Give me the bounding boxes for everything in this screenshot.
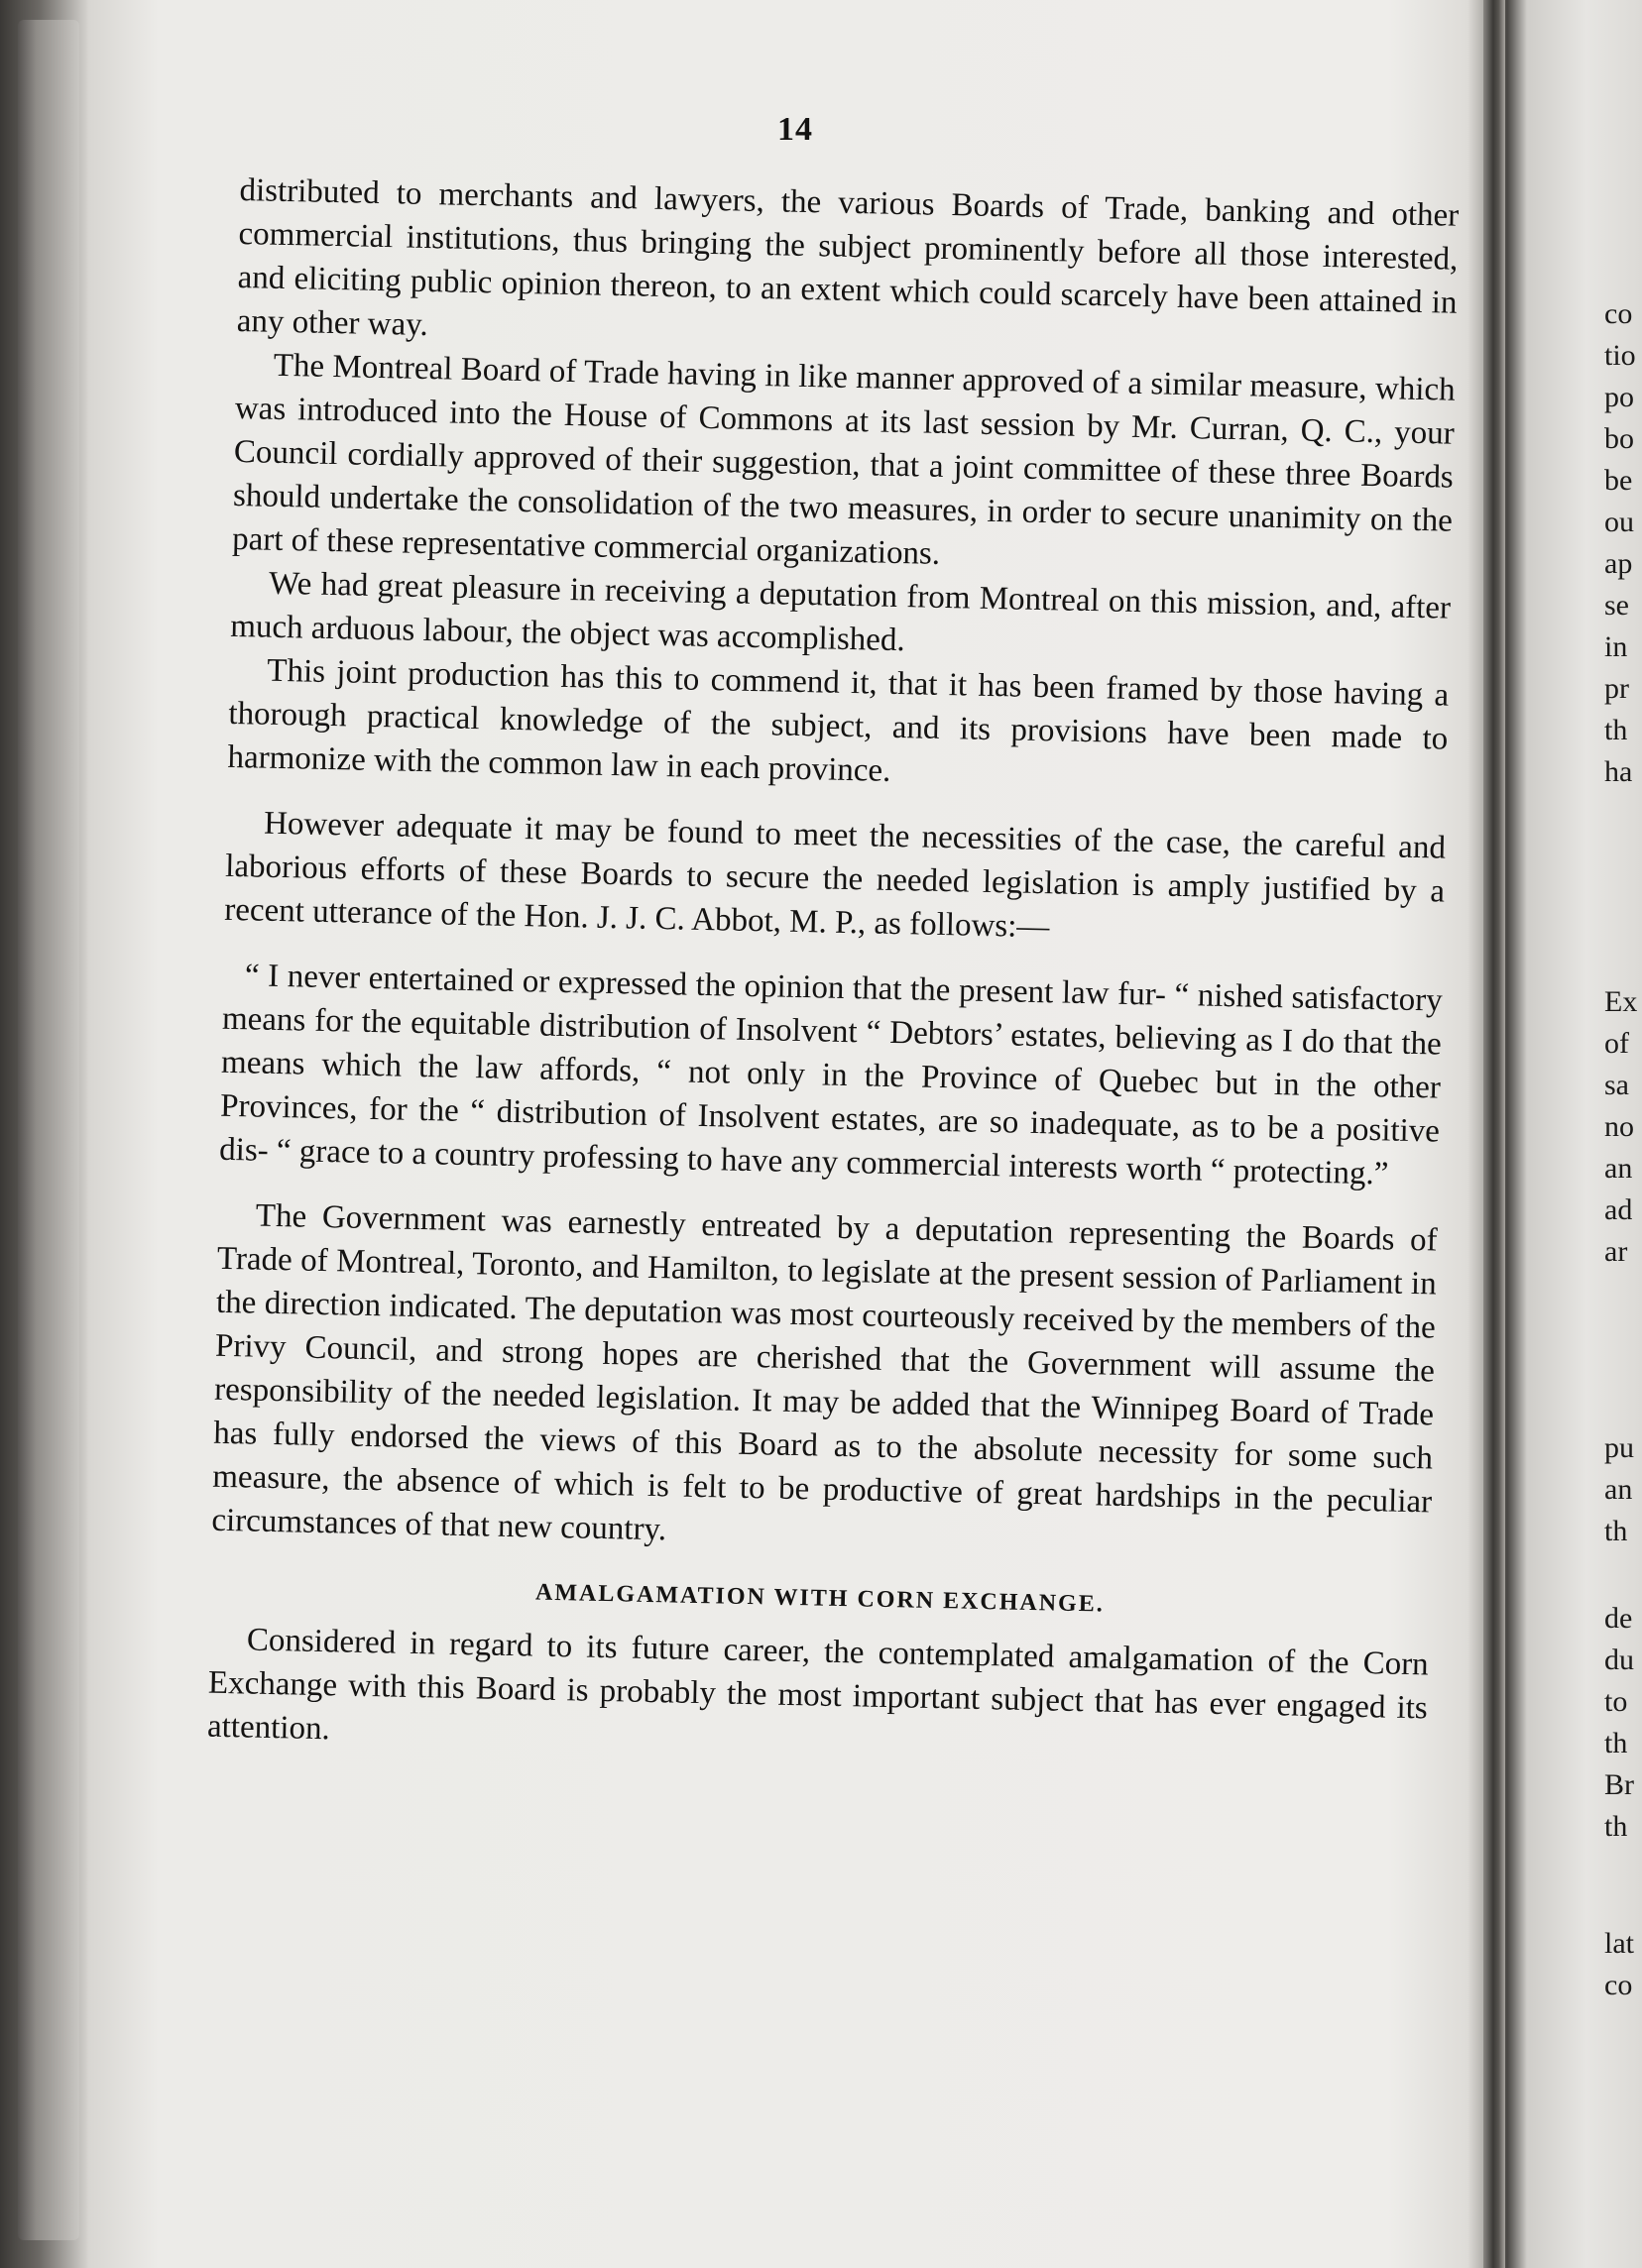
facing-text: an [1604,1152,1633,1185]
facing-text: to [1604,1685,1628,1718]
section-heading: AMALGAMATION WITH CORN EXCHANGE. [534,1579,1106,1618]
facing-text: de [1604,1602,1633,1635]
facing-text: th [1604,1515,1628,1547]
paragraph: We had great pleasure in receiving a deputation from Montreal on this mission, and, after much arduous labour, the object was accomplished. [229,565,1452,659]
page-number: 14 [777,111,813,148]
paragraph: However adequate it may be found to meet the necessities of the case, the careful and laborious efforts of these Boards to secure the needed legislation is amply justified by a recent utterance of the Hon. J. J. C. Abbot, M. P., as follows:— [223,805,1447,946]
facing-text: ap [1604,547,1633,580]
paragraph: distributed to merchants and lawyers, the various Boards of Trade, banking and other commercial institutions, thus bringing the subject prominently before all those interested, and eliciting public opinion thereon, to an extent which could scarcely have been attained in any other way. [236,171,1460,344]
facing-text: sa [1604,1069,1629,1101]
facing-text: tio [1604,339,1636,372]
book-gutter [1483,0,1505,2268]
facing-text: ha [1604,755,1633,788]
facing-text: th [1604,714,1628,746]
paragraph: The Government was earnestly entreated by a deputation representing the Boards of Trade of Montreal, Toronto, and Hamilton, to legislate at the present session of Parliament in the direction indicated. The deputation was most courteously received by the members of the Privy Council, and strong hopes are cherished that the Government will assume the responsibility of the needed legislation. It may be added that the Winnipeg Board of Trade has fully endorsed the views of this Board as to the absolute necessity for some such measure, the absence of which is felt to be productive of great hardships in the peculiar circumstances of that new country. [211,1197,1438,1548]
section-paragraph: Considered in regard to its future career, the contemplated amalgamation of the Corn Exchange with this Board is probably the most important subject that has ever engaged its attention. [206,1622,1430,1748]
facing-text: co [1604,1969,1633,2001]
facing-text: po [1604,381,1634,413]
facing-text: pr [1604,672,1629,705]
facing-text: an [1604,1473,1633,1506]
facing-text: Br [1604,1768,1634,1801]
paragraph: The Montreal Board of Trade having in like manner approved of a similar measure, which was introduced into the House of Commons at its last session by Mr. Curran, Q. C., your Council cordially approved of their suggestion, that a joint committee of these three Boards should undertake the consolidation of the two measures, in order to secure unanimity on the part of these representative commercial organizations. [231,347,1456,572]
page-edges-left [18,20,79,2240]
facing-text: lat [1604,1927,1634,1960]
facing-text: no [1604,1110,1634,1143]
facing-text: ar [1604,1235,1628,1268]
facing-text: in [1604,630,1628,663]
left-page [91,0,1479,2268]
paragraph: This joint production has this to commend it, that it has been framed by those having a thorough practical knowledge of the subject, and its provisions have been made to harmonize with the common law in each province. [227,652,1450,789]
facing-text: se [1604,589,1629,622]
facing-text: th [1604,1727,1628,1759]
facing-text: bo [1604,422,1634,455]
facing-text: du [1604,1644,1634,1676]
facing-text: th [1604,1810,1628,1843]
body-text [207,169,1460,1773]
facing-page-fragment [1604,0,1642,2268]
facing-text: co [1604,297,1633,330]
facing-text: of [1604,1027,1629,1060]
quotation: “ I never entertained or expressed the opinion that the present law fur- “ nished satisfactory means for the equitable distribution of Insolvent “ Debtors’ estates, believing as I do that the means which the law affords, “ not only in the Province of Quebec but in the other Provinces, for the “ distribution of Insolvent estates, are so inadequate, as to be a positive dis- “ grace to a country professing to have any commercial interests worth “ protecting.” [218,958,1444,1192]
facing-text: be [1604,464,1633,497]
facing-text: ou [1604,506,1634,538]
facing-text: Ex [1604,985,1638,1018]
facing-text: pu [1604,1431,1634,1464]
facing-text: ad [1604,1193,1633,1226]
